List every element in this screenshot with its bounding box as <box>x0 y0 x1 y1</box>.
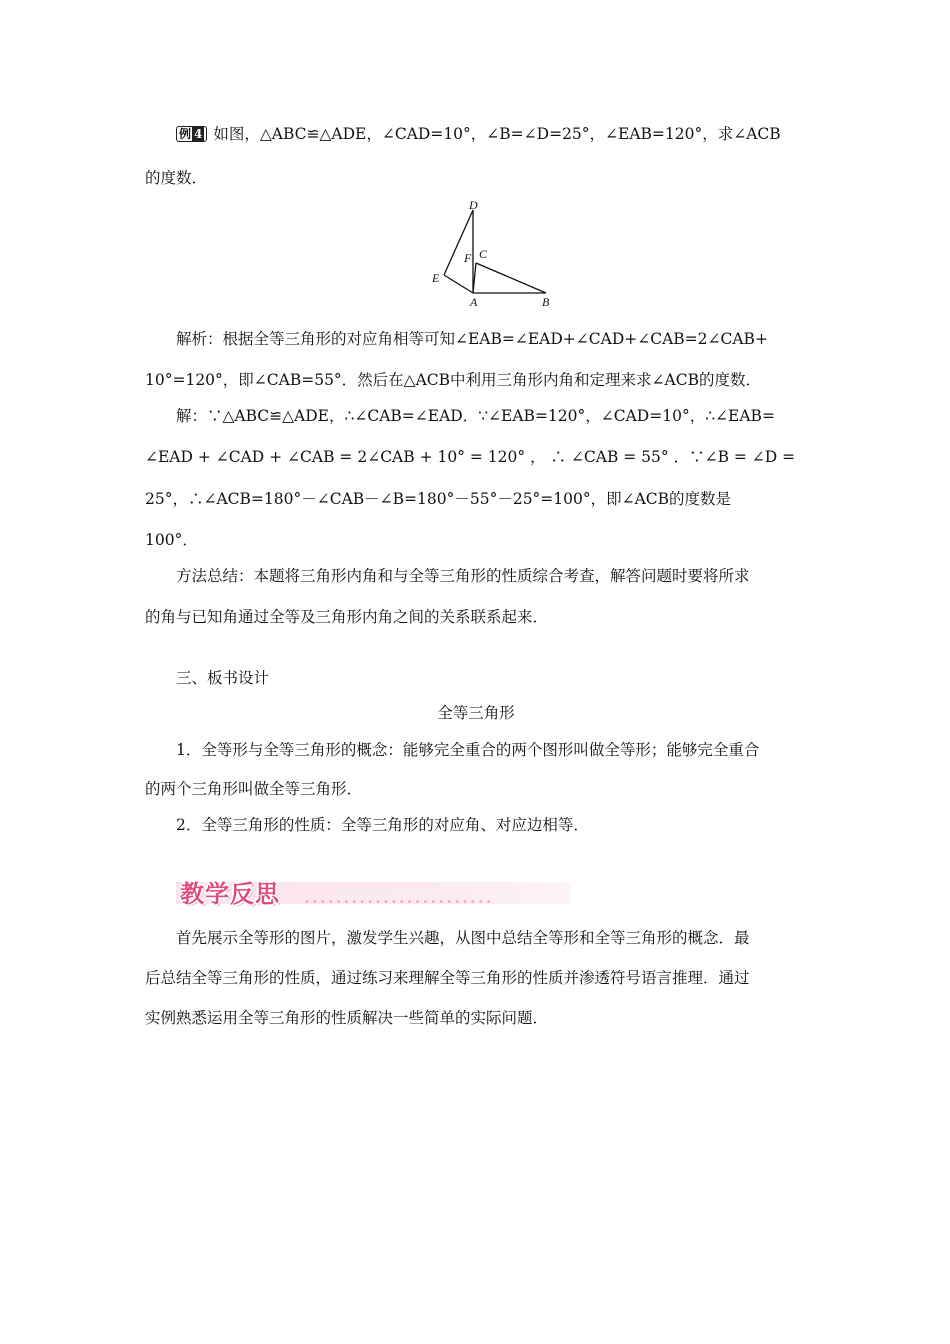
example-question-text-cont: 的度数． <box>145 169 208 187</box>
edge-EA <box>444 275 473 293</box>
analysis-line-2: 10°=120°，即∠CAB=55°．然后在△ACB中利用三角形内角和定理来求∠ACB的度数． <box>145 371 761 389</box>
reflection-line-2: 后总结全等三角形的性质，通过练习来理解全等三角形的性质并渗透符号语言推理．通过 <box>145 969 750 987</box>
example-badge <box>176 126 207 142</box>
label-A: A <box>470 295 478 309</box>
board-item-1-line-2: 的两个三角形叫做全等三角形． <box>145 780 363 798</box>
method-summary-line-2: 的角与已知角通过全等及三角形内角之间的关系联系起来． <box>145 608 549 626</box>
solution-line-4: 100°． <box>145 531 198 549</box>
label-F: F <box>464 251 472 265</box>
label-C: C <box>479 247 488 261</box>
board-title: 全等三角形 <box>437 704 515 722</box>
label-E: E <box>432 271 440 285</box>
example-line-1 <box>176 124 807 144</box>
analysis-line-1: 解析：根据全等三角形的对应角相等可知∠EAB=∠EAD+∠CAD+∠CAB=2∠CAB+ <box>176 330 768 348</box>
label-B: B <box>542 295 550 309</box>
triangle-figure <box>420 196 560 314</box>
example-badge-prefix: 例 <box>179 127 192 141</box>
section-heading-board-design: 三、板书设计 <box>176 669 270 687</box>
solution-line-1: 解：∵△ABC≌△ADE，∴∠CAB=∠EAD．∵∠EAB=120°，∠CAD=10°，∴∠EAB= <box>176 407 775 425</box>
solution-line-3: 25°，∴∠ACB=180°－∠CAB－∠B=180°－55°－25°=100°，即∠ACB的度数是 <box>145 490 732 508</box>
banner-title: 教学反思 <box>180 880 280 908</box>
edge-CB <box>476 263 546 293</box>
method-summary-line-1: 方法总结：本题将三角形内角和与全等三角形的性质综合考查，解答问题时要将所求 <box>176 567 750 585</box>
example-question-text: 如图，△ABC≌△ADE，∠CAD=10°，∠B=∠D=25°，∠EAB=120°，求∠ACB <box>213 125 781 143</box>
reflection-banner <box>176 872 571 910</box>
reflection-line-3: 实例熟悉运用全等三角形的性质解决一些简单的实际问题． <box>145 1009 549 1027</box>
solution-line-2: ∠EAD + ∠CAD + ∠CAB = 2∠CAB + 10° = 120° ， ∴ ∠CAB = 55° ．∵∠B = ∠D = <box>145 448 796 466</box>
example-badge-number: 4 <box>194 127 203 141</box>
board-item-2: 2．全等三角形的性质：全等三角形的对应角、对应边相等． <box>176 816 589 834</box>
edge-DE <box>444 210 473 275</box>
label-D: D <box>469 198 478 212</box>
banner-dots: •••••••••••••••••••••••• <box>304 897 494 908</box>
board-item-1-line-1: 1．全等形与全等三角形的概念：能够完全重合的两个图形叫做全等形；能够完全重合 <box>176 741 760 759</box>
reflection-line-1: 首先展示全等形的图片，激发学生兴趣，从图中总结全等形和全等三角形的概念．最 <box>176 929 750 947</box>
